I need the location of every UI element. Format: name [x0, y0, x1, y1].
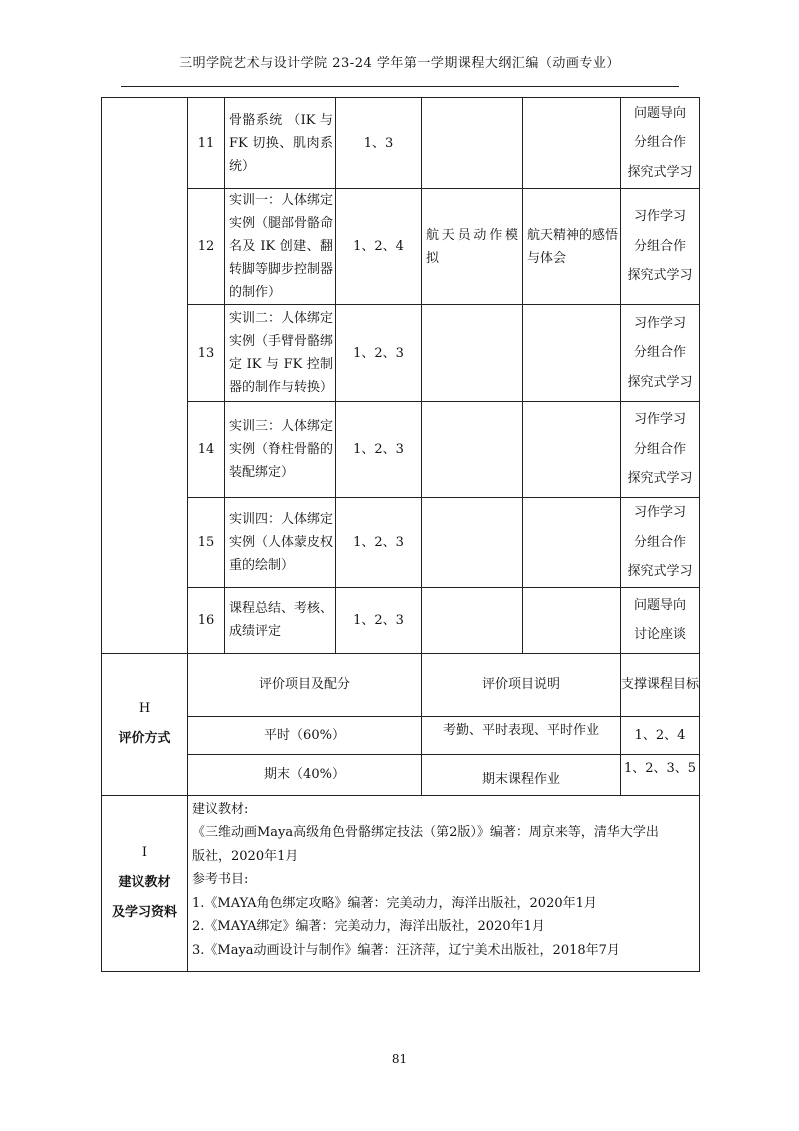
week-number: 15 [188, 498, 225, 588]
assessment-header-goals: 支撑课程目标 [621, 653, 700, 716]
method-item: 探究式学习 [627, 471, 693, 487]
schedule-row-14 [102, 402, 700, 498]
methods-cell [621, 587, 700, 653]
schedule-row-13 [102, 305, 700, 402]
methods-cell [621, 498, 700, 588]
method-item: 习作学习 [633, 315, 686, 331]
methods-cell [621, 98, 700, 189]
method-item: 分组合作 [633, 135, 686, 151]
ideology-point-cell [523, 305, 621, 402]
method-item: 探究式学习 [627, 164, 693, 180]
materials-line: 参考书目: [192, 872, 249, 887]
running-header: 三明学院艺术与设计学院 23-24 学年第一学期课程大纲汇编（动画专业） [179, 56, 620, 71]
assessment-item: 期末（40%） [188, 754, 422, 795]
goals-cell: 1、3 [336, 98, 422, 189]
schedule-row-15 [102, 498, 700, 588]
method-item: 分组合作 [633, 534, 686, 550]
assessment-goals: 1、2、3、5 [621, 754, 700, 795]
method-item: 问题导向 [633, 597, 686, 613]
week-number: 13 [188, 305, 225, 402]
method-item: 习作学习 [633, 209, 686, 225]
goals-cell: 1、2、3 [336, 402, 422, 498]
method-item: 探究式学习 [627, 268, 693, 284]
assessment-goals: 1、2、4 [621, 716, 700, 754]
method-item: 习作学习 [633, 505, 686, 520]
methods-cell [621, 305, 700, 402]
method-item: 讨论座谈 [633, 627, 686, 642]
materials-line: 《三维动画Maya高级角色骨骼绑定技法（第2版）》编著：周京来等，清华大学出 [192, 825, 659, 840]
materials-label-line: 及学习资料 [111, 905, 177, 920]
syllabus-table [101, 97, 700, 972]
ideology-case-cell [422, 305, 523, 402]
ideology-point-cell [523, 498, 621, 588]
topic-cell: 实训二：人体绑定实例（手臂骨骼绑定 IK 与 FK 控制器的制作与转换） [225, 305, 336, 402]
assessment-label-letter: H [138, 701, 151, 716]
materials-label-letter: I [141, 845, 148, 860]
method-item: 问题导向 [633, 105, 686, 121]
ideology-case-cell [422, 98, 523, 189]
week-number: 14 [188, 402, 225, 498]
ideology-case-cell [422, 402, 523, 498]
ideology-point-cell [523, 98, 621, 189]
materials-line: 1.《MAYA角色绑定攻略》编著：完美动力，海洋出版社，2020年1月 [192, 895, 597, 911]
topic-cell: 实训一：人体绑定实例（腿部骨骼命名及 IK 创建、翻转脚等脚步控制器的制作） [225, 189, 336, 305]
assessment-label-text: 评价方式 [118, 731, 171, 746]
ideology-point-cell [523, 587, 621, 653]
assessment-header-row [102, 653, 700, 716]
topic-cell: 骨骼系统 （IK 与 FK 切换、肌肉系统） [225, 98, 336, 189]
materials-line: 建议教材: [192, 801, 249, 817]
assessment-row [102, 716, 700, 754]
materials-line: 版社，2020年1月 [192, 848, 299, 864]
method-item: 分组合作 [633, 441, 686, 457]
goals-cell: 1、2、3 [336, 587, 422, 653]
assessment-label-cell [102, 653, 188, 795]
topic-cell: 实训三：人体绑定实例（脊柱骨骼的装配绑定） [225, 402, 336, 498]
assessment-row [102, 754, 700, 795]
schedule-row-11 [102, 98, 700, 189]
schedule-row-16 [102, 587, 700, 653]
assessment-header-desc: 评价项目说明 [422, 653, 621, 716]
materials-row [102, 795, 700, 971]
goals-cell: 1、2、4 [336, 189, 422, 305]
assessment-desc: 期末课程作业 [422, 754, 621, 795]
ideology-point-cell: 航天精神的感悟与体会 [523, 189, 621, 305]
schedule-row-12 [102, 189, 700, 305]
method-item: 分组合作 [633, 238, 686, 254]
schedule-label-cell [102, 98, 188, 654]
materials-label-line: 建议教材 [118, 875, 171, 890]
topic-cell: 实训四：人体绑定实例（人体蒙皮权重的绘制） [225, 498, 336, 588]
materials-content [188, 795, 700, 971]
method-item: 探究式学习 [627, 374, 693, 390]
assessment-item: 平时（60%） [188, 716, 422, 754]
week-number: 12 [188, 189, 225, 305]
materials-line: 2.《MAYA绑定》编著：完美动力，海洋出版社，2020年1月 [192, 919, 545, 934]
week-number: 11 [188, 98, 225, 189]
assessment-desc: 考勤、平时表现、平时作业 [422, 716, 621, 754]
week-number: 16 [188, 587, 225, 653]
ideology-point-cell [523, 402, 621, 498]
methods-cell [621, 189, 700, 305]
method-item: 探究式学习 [627, 564, 693, 579]
method-item: 分组合作 [633, 345, 686, 361]
ideology-case-cell: 航天员动作模拟 [422, 189, 523, 305]
ideology-case-cell [422, 498, 523, 588]
method-item: 习作学习 [633, 412, 686, 428]
materials-label-cell [102, 795, 188, 971]
methods-cell [621, 402, 700, 498]
goals-cell: 1、2、3 [336, 305, 422, 402]
page-number: 81 [391, 1052, 408, 1066]
topic-cell: 课程总结、考核、成绩评定 [225, 587, 336, 653]
header-rule [121, 86, 679, 87]
goals-cell: 1、2、3 [336, 498, 422, 588]
assessment-header-item: 评价项目及配分 [188, 653, 422, 716]
materials-line: 3.《Maya动画设计与制作》编著：汪济萍，辽宁美术出版社，2018年7月 [192, 942, 620, 958]
ideology-case-cell [422, 587, 523, 653]
